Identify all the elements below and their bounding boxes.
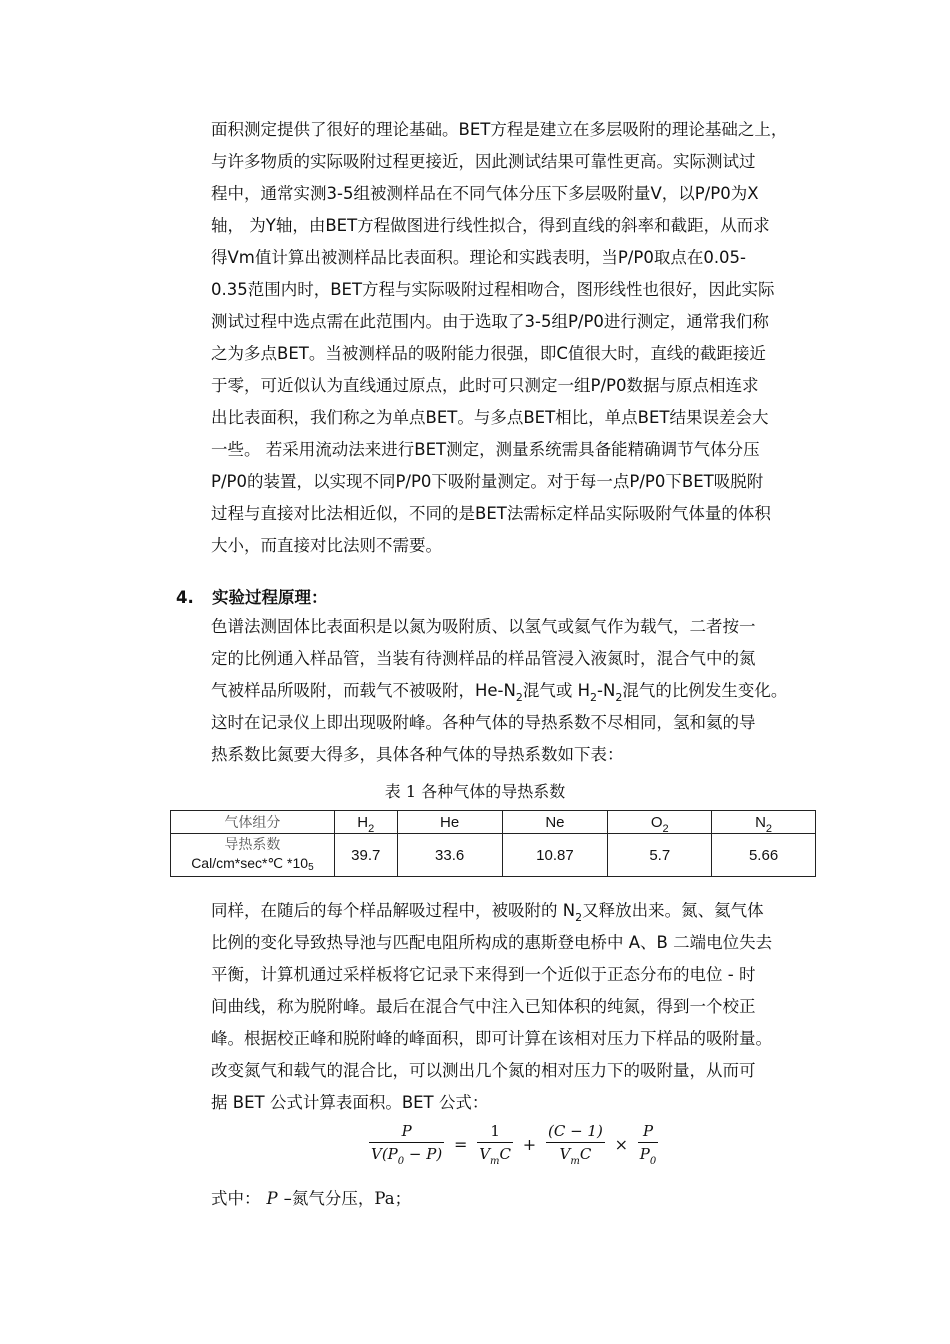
section-heading xyxy=(176,582,328,614)
text-line: 定的比例通入样品管，当装有待测样品的样品管浸入液氮时，混合气中的氮 xyxy=(211,649,756,668)
text-line: 测试过程中选点需在此范围内。由于选取了3-5组P/P0进行测定，通常我们称 xyxy=(211,312,769,331)
text-line: 出比表面积，我们称之为单点BET。与多点BET相比，单点BET结果误差会大 xyxy=(211,408,769,427)
text-line: 于零，可近似认为直线通过原点，此时可只测定一组P/P0数据与原点相连求 xyxy=(211,376,759,395)
definition-variable: P xyxy=(266,1189,278,1208)
text-line: 平衡，计算机通过采样板将它记录下来得到一个近似于正态分布的电位 - 时 xyxy=(211,965,756,984)
text-span: 气被样品所吸附，而载气不被吸附，He-N xyxy=(211,681,516,700)
math-text: V(P xyxy=(371,1145,398,1163)
subscript: 2 xyxy=(515,691,523,704)
fraction-left xyxy=(369,1120,444,1168)
numerator: (C − 1) xyxy=(546,1120,605,1143)
math-text: − P) xyxy=(404,1145,443,1163)
denominator xyxy=(477,1143,513,1168)
text-span: 又释放出来。氮、氦气体 xyxy=(582,901,764,920)
math-subscript: m xyxy=(490,1156,500,1167)
text-line: 过程与直接对比法相近似，不同的是BET法需标定样品实际吸附气体量的体积 xyxy=(211,504,771,523)
denominator xyxy=(638,1143,658,1168)
caption-prefix: 表 xyxy=(384,782,401,801)
numerator: 1 xyxy=(477,1120,513,1143)
unit-exponent: 5 xyxy=(308,861,314,873)
table-cell: 5.7 xyxy=(608,834,712,877)
text-span: -N xyxy=(597,681,616,700)
variable-definition xyxy=(211,1185,411,1213)
paragraph-bet-theory xyxy=(211,114,811,562)
text-span: 混气的比例发生变化。 xyxy=(622,681,788,700)
text-line xyxy=(211,895,811,927)
fraction-relative-pressure xyxy=(638,1120,658,1168)
text-line: 0.35范围内时，BET方程与实际吸附过程相吻合，图形线性也很好，因此实际 xyxy=(211,280,775,299)
header-cell xyxy=(334,811,397,834)
section-number: 4. xyxy=(176,588,194,607)
text-line: 得Vm值计算出被测样品比表面积。理论和实践表明，当P/P0取点在0.05- xyxy=(211,248,747,267)
text-span: 混气或 H xyxy=(522,681,591,700)
table-cell: 5.66 xyxy=(712,834,816,877)
paragraph-chromatography xyxy=(211,611,811,771)
definition-end: ； xyxy=(394,1189,412,1208)
gas-symbol: N xyxy=(755,813,766,831)
text-line: 据 BET 公式计算表面积。BET 公式： xyxy=(211,1093,489,1112)
text-line: 比例的变化导致热导池与匹配电阻所构成的惠斯登电桥中 A、B 二端电位失去 xyxy=(211,933,773,952)
paragraph-desorption xyxy=(211,895,811,1119)
definition-unit: Pa xyxy=(374,1189,395,1208)
subscript: 2 xyxy=(765,822,773,835)
caption-number: 1 xyxy=(405,782,417,801)
text-line: 大小，而直接对比法则不需要。 xyxy=(211,536,442,555)
text-line: 峰。根据校正峰和脱附峰的峰面积，即可计算在该相对压力下样品的吸附量。 xyxy=(211,1029,772,1048)
math-subscript: m xyxy=(570,1156,580,1167)
math-text: V xyxy=(559,1145,571,1163)
row-label-cell xyxy=(171,834,335,877)
math-subscript: 0 xyxy=(397,1156,405,1167)
table-cell: 10.87 xyxy=(502,834,608,877)
table-cell: 33.6 xyxy=(397,834,502,877)
math-text: C xyxy=(499,1145,511,1163)
text-line: 热系数比氮要大得多，具体各种气体的导热系数如下表： xyxy=(211,745,624,764)
text-line: 与许多物质的实际吸附过程更接近，因此测试结果可靠性更高。实际测试过 xyxy=(211,152,756,171)
table-row xyxy=(171,834,816,877)
table-header-row xyxy=(171,811,816,834)
math-text: P xyxy=(639,1145,650,1163)
section-title: 实验过程原理： xyxy=(212,588,328,607)
text-line: 色谱法测固体比表面积是以氮为吸附质、以氢气或氦气作为载气，二者按一 xyxy=(211,617,756,636)
math-subscript: 0 xyxy=(649,1156,657,1167)
text-span: 同样，在随后的每个样品解吸过程中，被吸附的 N xyxy=(211,901,576,920)
bet-formula xyxy=(367,1120,660,1168)
denominator xyxy=(369,1143,444,1168)
text-line: 间曲线，称为脱附峰。最后在混合气中注入已知体积的纯氮，得到一个校正 xyxy=(211,997,756,1016)
header-cell xyxy=(608,811,712,834)
text-line: 面积测定提供了很好的理论基础。BET方程是建立在多层吸附的理论基础之上， xyxy=(211,120,788,139)
gas-symbol: He xyxy=(440,813,460,831)
subscript: 2 xyxy=(615,691,623,704)
subscript: 2 xyxy=(590,691,598,704)
denominator xyxy=(546,1143,605,1168)
math-text: V xyxy=(479,1145,491,1163)
header-cell xyxy=(712,811,816,834)
math-text: C xyxy=(579,1145,592,1163)
header-cell xyxy=(502,811,608,834)
text-line: 之为多点BET。当被测样品的吸附能力很强，即C值很大时，直线的截距接近 xyxy=(211,344,766,363)
subscript: 2 xyxy=(575,911,583,924)
equals-sign: = xyxy=(454,1134,468,1154)
text-line: 程中，通常实测3-5组被测样品在不同气体分压下多层吸附量V，以P/P0为X xyxy=(211,184,759,203)
thermal-conductivity-table xyxy=(170,810,816,877)
gas-symbol: O xyxy=(650,813,663,831)
plus-sign: + xyxy=(522,1134,537,1154)
definition-description: –氮气分压， xyxy=(283,1189,375,1208)
numerator: P xyxy=(369,1120,444,1143)
row-label-name: 导热系数 xyxy=(224,836,281,853)
row-label-unit: Cal/cm*sec*℃ *10 xyxy=(191,854,309,871)
text-line xyxy=(211,675,811,707)
table-cell: 39.7 xyxy=(334,834,397,877)
header-cell-gas: 气体组分 xyxy=(171,811,335,834)
subscript: 2 xyxy=(662,822,669,835)
table-caption xyxy=(0,781,950,803)
definition-label: 式中： xyxy=(211,1189,261,1208)
subscript: 2 xyxy=(368,822,375,835)
fraction-slope xyxy=(546,1120,605,1168)
header-cell xyxy=(397,811,502,834)
text-line: P/P0的装置，以实现不同P/P0下吸附量测定。对于每一点P/P0下BET吸脱附 xyxy=(211,472,764,491)
caption-text: 各种气体的导热系数 xyxy=(421,782,566,801)
gas-symbol: Ne xyxy=(545,813,565,831)
text-line: 一些。 若采用流动法来进行BET测定，测量系统需具备能精确调节气体分压 xyxy=(211,440,760,459)
times-sign: × xyxy=(614,1134,628,1154)
text-line: 这时在记录仪上即出现吸附峰。各种气体的导热系数不尽相同，氢和氦的导 xyxy=(211,713,756,732)
gas-symbol: H xyxy=(357,813,369,831)
text-line: 轴， 为Y轴，由BET方程做图进行线性拟合，得到直线的斜率和截距，从而求 xyxy=(211,216,770,235)
fraction-intercept xyxy=(477,1120,513,1168)
text-line: 改变氮气和载气的混合比，可以测出几个氮的相对压力下的吸附量，从而可 xyxy=(211,1061,756,1080)
numerator: P xyxy=(638,1120,658,1143)
